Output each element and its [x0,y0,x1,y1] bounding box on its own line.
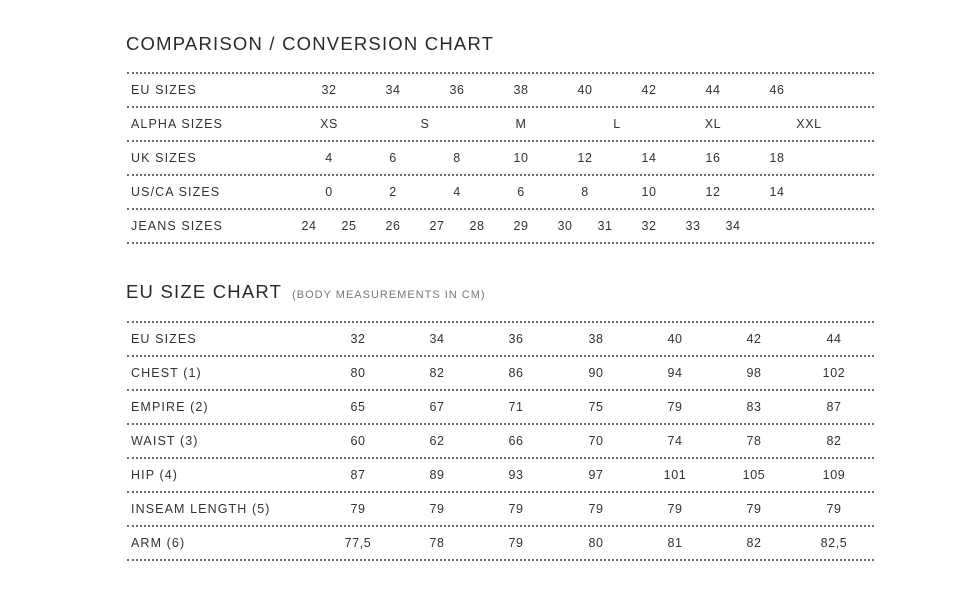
table-cell: 4 [453,185,461,199]
table-cell: 101 [663,468,687,482]
table-cell: 79 [667,502,683,516]
table-cell: 42 [641,83,657,97]
row-label: US/CA SIZES [131,185,221,199]
table-cell: 33 [685,219,701,233]
table-cell: 79 [746,502,762,516]
row-label: HIP (4) [131,468,179,482]
table-cell: 98 [746,366,762,380]
table-cell: XS [320,117,338,131]
table-cell: 32 [321,83,337,97]
table-cell: 40 [667,332,683,346]
comparison-table [127,72,874,244]
table-cell: 25 [341,219,357,233]
eu-size-chart-title-text: EU SIZE CHART [126,281,283,302]
table-cell: 6 [389,151,397,165]
table-cell: 8 [453,151,461,165]
table-cell: 2 [389,185,397,199]
table-cell: 82 [746,536,762,550]
table-cell: S [420,117,430,131]
comparison-chart-title: COMPARISON / CONVERSION CHART [126,33,495,54]
table-cell: 79 [588,502,604,516]
table-cell: L [613,117,621,131]
table-cell: 102 [822,366,846,380]
row-label: CHEST (1) [131,366,202,380]
table-cell: 28 [469,219,485,233]
table-cell: 31 [597,219,613,233]
table-cell: 81 [667,536,683,550]
table-cell: 34 [385,83,401,97]
table-cell: 4 [325,151,333,165]
table-cell: 87 [350,468,366,482]
table-cell: 80 [350,366,366,380]
table-cell: 79 [350,502,366,516]
table-cell: 79 [826,502,842,516]
table-cell: 14 [641,151,657,165]
table-row [127,106,874,140]
table-cell: 77,5 [344,536,372,550]
table-cell: 79 [429,502,445,516]
table-row [127,321,874,355]
table-cell: 66 [508,434,524,448]
table-cell: 78 [429,536,445,550]
table-cell: 83 [746,400,762,414]
table-cell: 0 [325,185,333,199]
table-cell: 75 [588,400,604,414]
table-cell: 70 [588,434,604,448]
table-cell: 6 [517,185,525,199]
table-cell: M [515,117,527,131]
table-cell: 38 [513,83,529,97]
table-cell: 18 [769,151,785,165]
table-cell: 24 [301,219,317,233]
row-label: ALPHA SIZES [131,117,223,131]
table-row [127,208,874,244]
table-cell: 109 [822,468,846,482]
table-cell: 82 [826,434,842,448]
table-cell: 94 [667,366,683,380]
row-label: INSEAM LENGTH (5) [131,502,271,516]
row-label: EMPIRE (2) [131,400,209,414]
table-cell: 82,5 [820,536,848,550]
table-cell: 32 [641,219,657,233]
table-row [127,389,874,423]
table-cell: 82 [429,366,445,380]
eu-size-table [127,321,874,561]
eu-size-chart-subtitle: (BODY MEASUREMENTS IN CM) [292,289,486,301]
table-cell: 36 [449,83,465,97]
row-label: EU SIZES [131,83,197,97]
row-label: WAIST (3) [131,434,199,448]
table-cell: 67 [429,400,445,414]
table-cell: 79 [508,536,524,550]
table-cell: 105 [742,468,766,482]
table-cell: 38 [588,332,604,346]
table-cell: 79 [508,502,524,516]
table-row [127,423,874,457]
table-cell: 74 [667,434,683,448]
table-cell: 34 [725,219,741,233]
table-cell: 27 [429,219,445,233]
row-label: EU SIZES [131,332,197,346]
table-row [127,72,874,106]
table-cell: 90 [588,366,604,380]
table-cell: 79 [667,400,683,414]
table-row [127,457,874,491]
table-cell: 42 [746,332,762,346]
table-cell: 44 [826,332,842,346]
table-cell: 16 [705,151,721,165]
table-cell: 8 [581,185,589,199]
eu-size-chart-title [126,281,486,303]
table-cell: 89 [429,468,445,482]
table-cell: 71 [508,400,524,414]
table-row [127,355,874,389]
table-cell: 40 [577,83,593,97]
table-cell: 60 [350,434,366,448]
table-cell: 12 [577,151,593,165]
table-cell: 10 [641,185,657,199]
table-cell: 12 [705,185,721,199]
row-label: ARM (6) [131,536,186,550]
table-cell: XXL [796,117,822,131]
table-cell: 93 [508,468,524,482]
table-cell: 62 [429,434,445,448]
table-cell: 29 [513,219,529,233]
table-cell: 80 [588,536,604,550]
table-cell: 86 [508,366,524,380]
table-cell: 10 [513,151,529,165]
table-cell: 34 [429,332,445,346]
table-cell: 26 [385,219,401,233]
row-label: JEANS SIZES [131,219,223,233]
table-cell: 32 [350,332,366,346]
row-label: UK SIZES [131,151,197,165]
table-row [127,525,874,561]
table-row [127,140,874,174]
table-cell: 44 [705,83,721,97]
table-cell: 97 [588,468,604,482]
table-cell: XL [704,117,722,131]
table-row [127,174,874,208]
table-cell: 30 [557,219,573,233]
table-cell: 65 [350,400,366,414]
table-cell: 36 [508,332,524,346]
table-cell: 46 [769,83,785,97]
table-cell: 78 [746,434,762,448]
table-cell: 87 [826,400,842,414]
table-cell: 14 [769,185,785,199]
table-row [127,491,874,525]
